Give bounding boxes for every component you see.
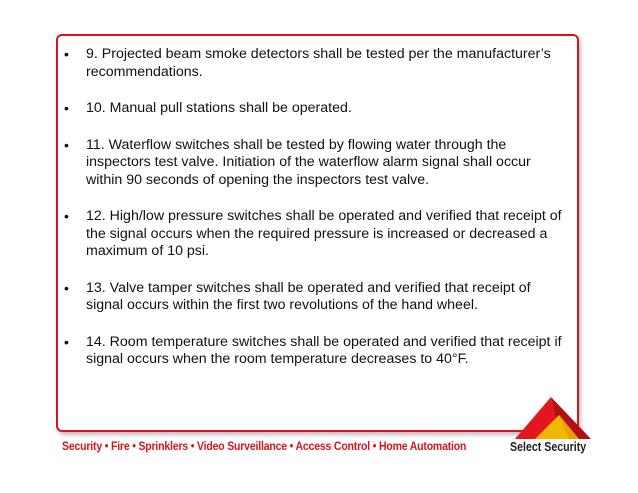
bullet-item-10: • 10. Manual pull stations shall be operated. bbox=[60, 100, 570, 118]
bullet-list bbox=[60, 46, 570, 388]
bullet-item-13: • 13. Valve tamper switches shall be operated and verified that receipt of signal occurs within the first two revolutions of the hand wheel. bbox=[60, 280, 570, 315]
bullet-item-9: • 9. Projected beam smoke detectors shall be tested per the manufacturer’s recommendations. bbox=[60, 46, 570, 81]
footer-tagline: Security • Fire • Sprinklers • Video Surveillance • Access Control • Home Automation bbox=[62, 439, 467, 453]
bullet-item-11: • 11. Waterflow switches shall be tested by flowing water through the inspectors test valve. Initiation of the waterflow alarm signal shall occur within 90 seconds of opening the inspectors test valve. bbox=[60, 137, 570, 190]
brand-name: Select Security bbox=[510, 440, 587, 454]
bullet-item-12: • 12. High/low pressure switches shall be operated and verified that receipt of the signal occurs when the required pressure is increased or decreased a maximum of 10 psi. bbox=[60, 208, 570, 261]
bullet-item-14: • 14. Room temperature switches shall be operated and verified that receipt if signal occurs when the room temperature decreases to 40°F. bbox=[60, 334, 570, 369]
